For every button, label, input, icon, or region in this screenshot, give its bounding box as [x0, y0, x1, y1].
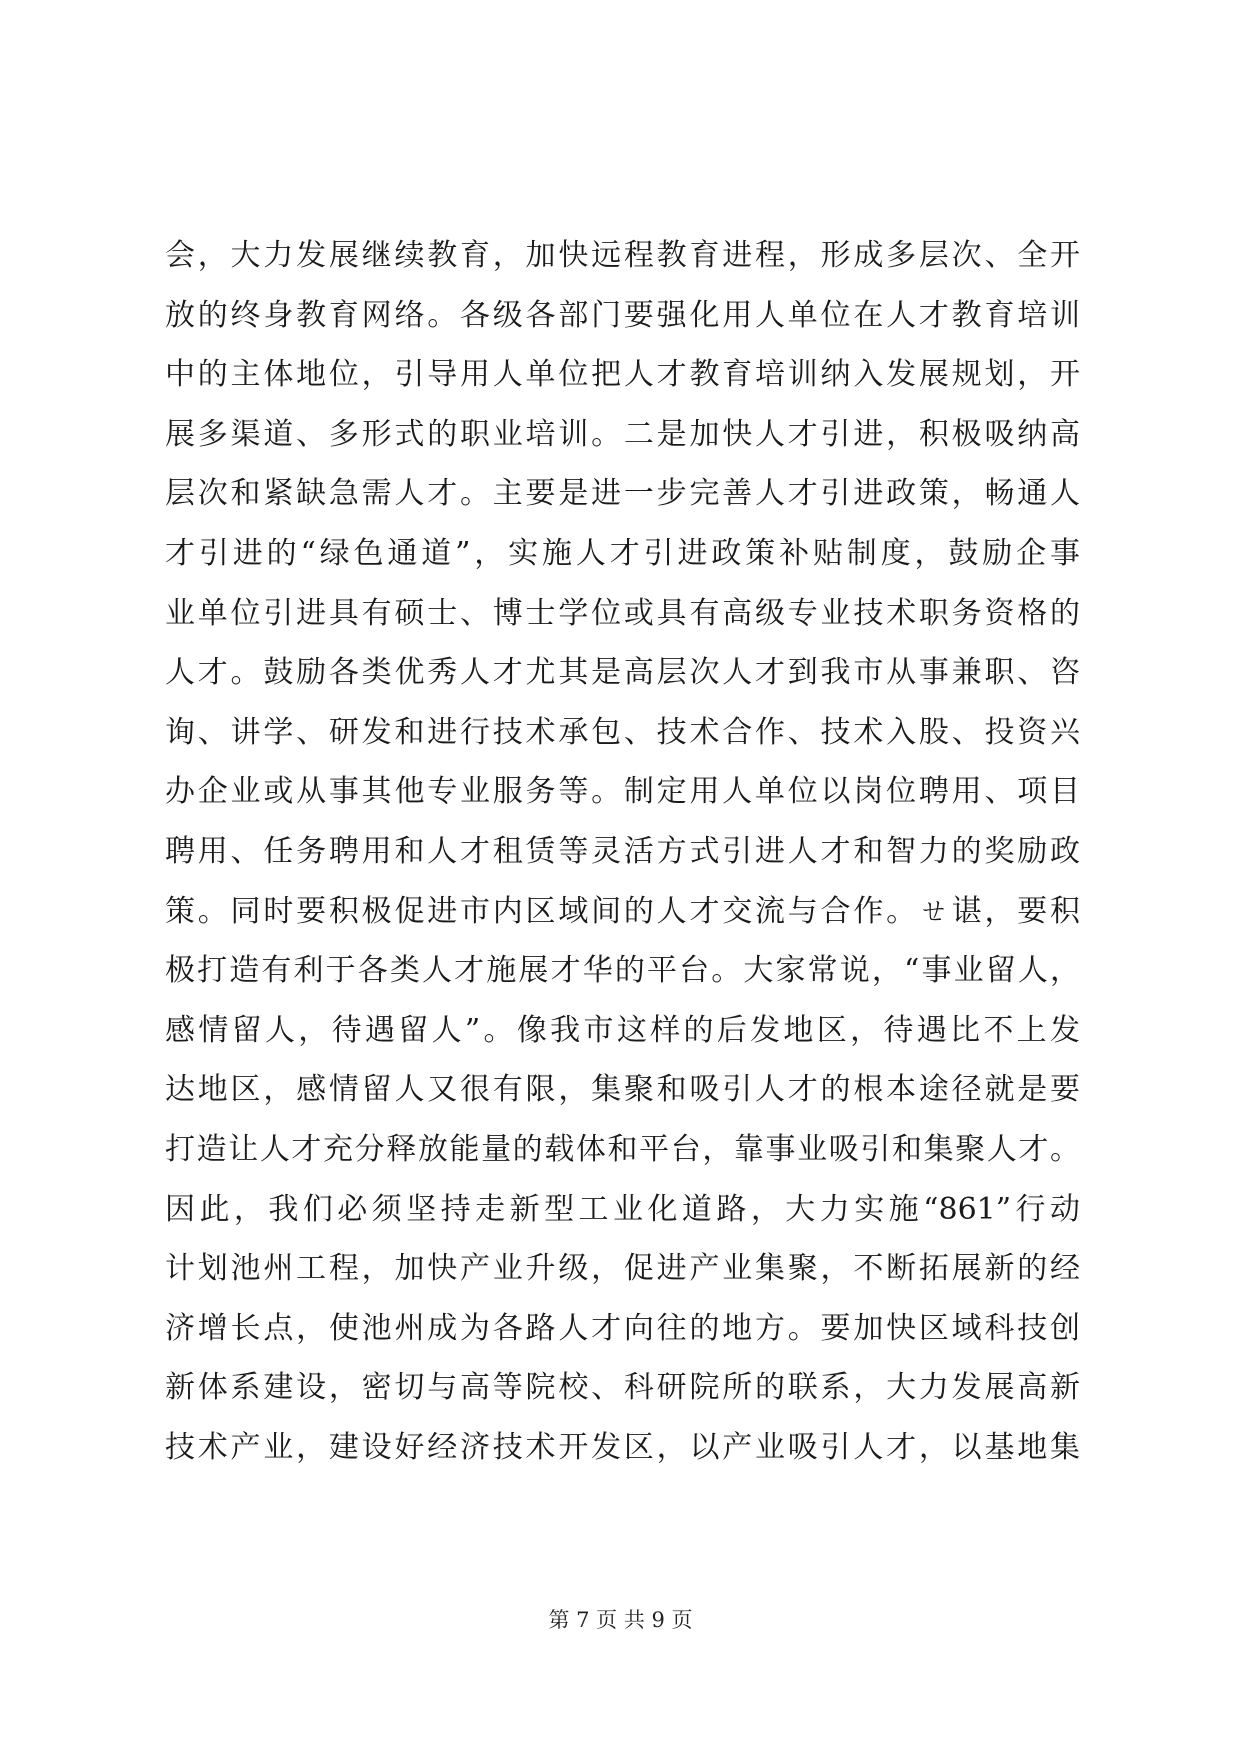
text-line: 人才。鼓励各类优秀人才尤其是高层次人才到我市从事兼职、咨: [165, 655, 1080, 691]
text-line: 策。同时要积极促进市内区域间的人才交流与合作。ㄝ谌，要积: [165, 893, 1080, 929]
text-line: 询、讲学、研发和进行技术承包、技术合作、技术入股、投资兴: [165, 714, 1080, 750]
text-line: 聘用、任务聘用和人才租赁等灵活方式引进人才和智力的奖励政: [165, 833, 1080, 869]
text-line: 展多渠道、多形式的职业培训。二是加快人才引进，积极吸纳高: [165, 416, 1080, 452]
text-line: 技术产业，建设好经济技术开发区，以产业吸引人才，以基地集: [165, 1429, 1080, 1465]
text-line: 层次和紧缺急需人才。主要是进一步完善人才引进政策，畅通人: [165, 476, 1080, 512]
text-line: 极打造有利于各类人才施展才华的平台。大家常说，“事业留人，: [165, 953, 1080, 989]
text-line: 才引进的“绿色通道”，实施人才引进政策补贴制度，鼓励企事: [165, 535, 1080, 571]
text-line: 放的终身教育网络。各级各部门要强化用人单位在人才教育培训: [165, 297, 1080, 333]
body-paragraph: [165, 226, 1080, 1477]
text-line: 打造让人才充分释放能量的载体和平台，靠事业吸引和集聚人才。: [165, 1131, 1080, 1167]
text-line: 济增长点，使池州成为各路人才向往的地方。要加快区域科技创: [165, 1310, 1080, 1346]
text-line: 会，大力发展继续教育，加快远程教育进程，形成多层次、全开: [165, 238, 1080, 273]
text-line: 中的主体地位，引导用人单位把人才教育培训纳入发展规划，开: [165, 357, 1080, 393]
text-line: 达地区，感情留人又很有限，集聚和吸引人才的根本途径就是要: [165, 1072, 1080, 1108]
page-number-footer: 第 7 页 共 9 页: [548, 1608, 693, 1632]
text-line: 新体系建设，密切与高等院校、科研院所的联系，大力发展高新: [165, 1370, 1080, 1406]
text-line: 计划池州工程，加快产业升级，促进产业集聚，不断拓展新的经: [165, 1251, 1080, 1287]
text-line: 感情留人，待遇留人”。像我市这样的后发地区，待遇比不上发: [165, 1012, 1080, 1048]
text-line: 因此，我们必须坚持走新型工业化道路，大力实施“861”行动: [165, 1191, 1080, 1227]
text-line: 办企业或从事其他专业服务等。制定用人单位以岗位聘用、项目: [165, 774, 1080, 810]
text-line: 业单位引进具有硕士、博士学位或具有高级专业技术职务资格的: [165, 595, 1080, 631]
